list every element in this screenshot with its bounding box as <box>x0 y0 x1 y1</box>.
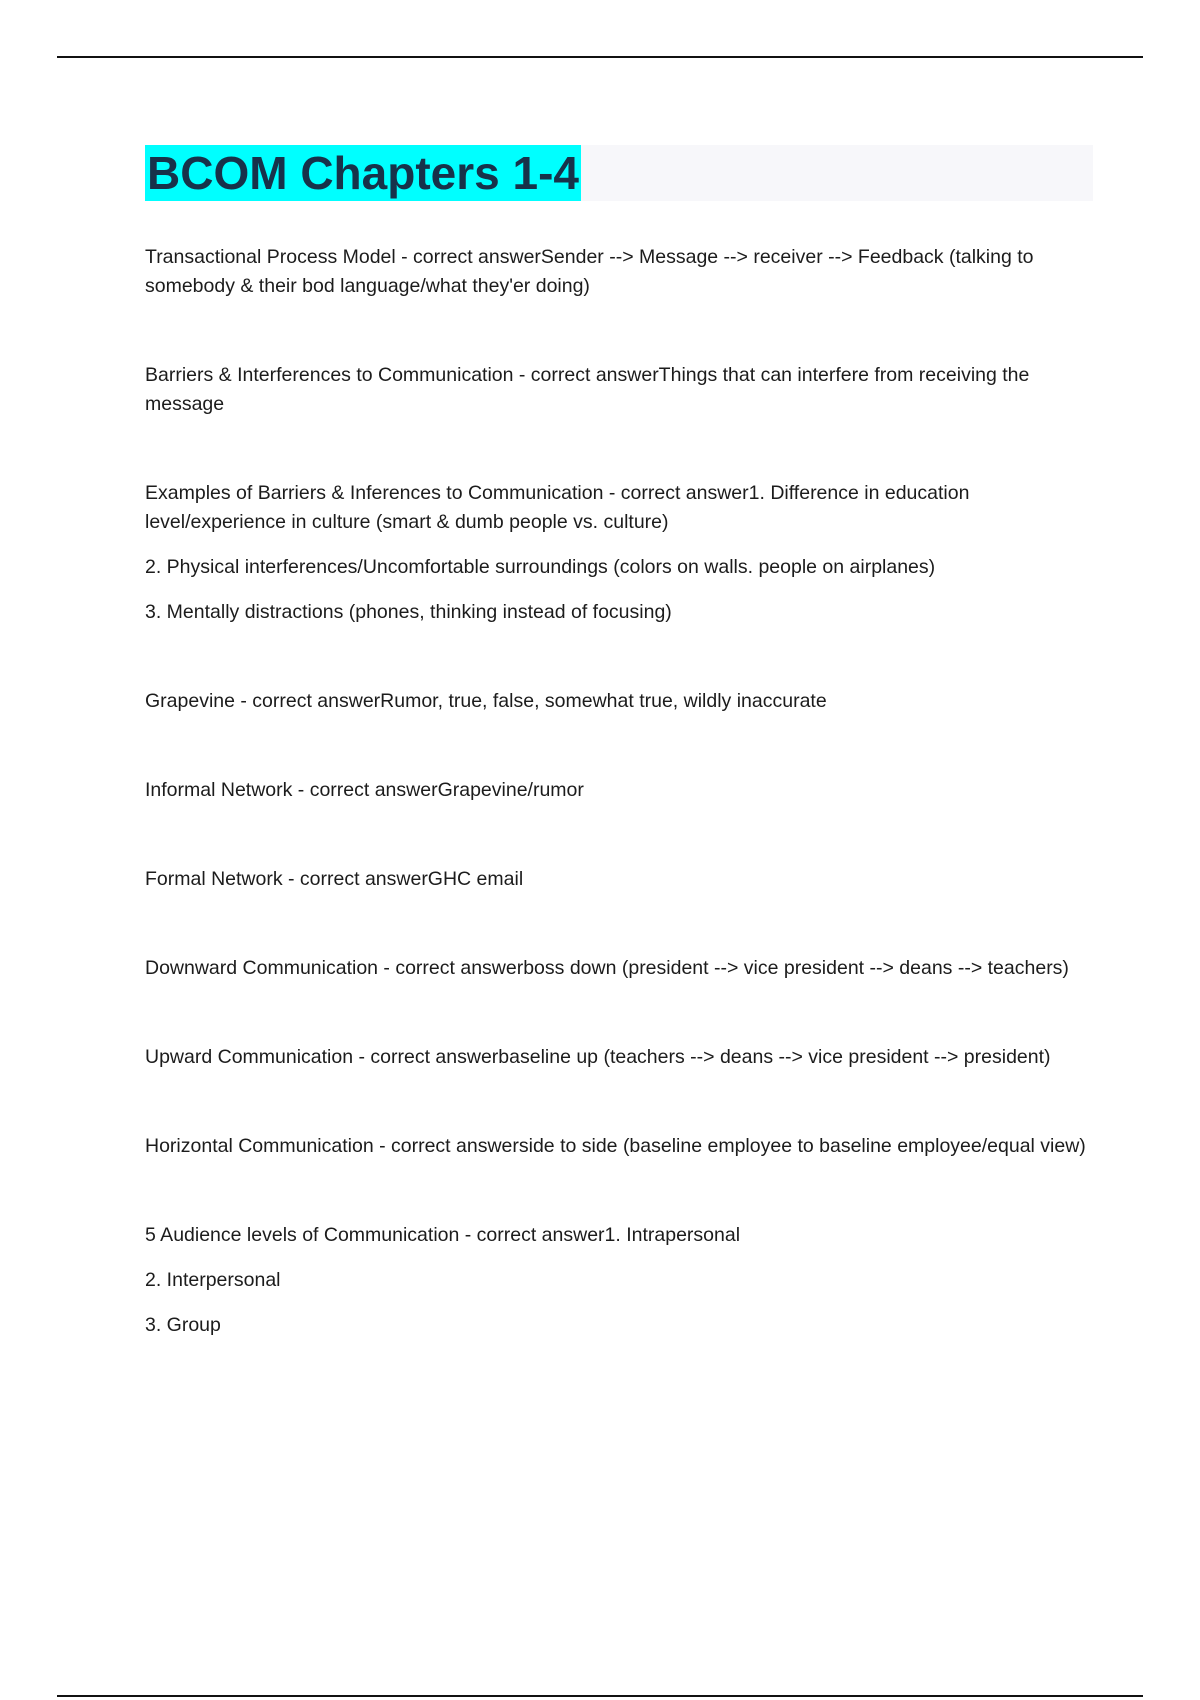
entry-audience-item-2: 2. Interpersonal <box>145 1269 281 1291</box>
entry-examples-barriers: Examples of Barriers & Inferences to Communication - correct answer1. Difference in education level/experience in culture (smart & dumb people vs. culture) <box>145 482 970 533</box>
entry-downward-communication: Downward Communication - correct answerboss down (president --> vice president --> deans --> teachers) <box>145 957 1069 979</box>
document-title: BCOM Chapters 1-4 <box>147 147 579 199</box>
entry-transactional-process-model: Transactional Process Model - correct answerSender --> Message --> receiver --> Feedback (talking to somebody & their bod language/what they'er doing) <box>145 246 1034 297</box>
entry-examples-item-3: 3. Mentally distractions (phones, thinking instead of focusing) <box>145 601 672 623</box>
entry-audience-levels: 5 Audience levels of Communication - correct answer1. Intrapersonal <box>145 1224 741 1246</box>
entry-upward-communication: Upward Communication - correct answerbaseline up (teachers --> deans --> vice president --> president) <box>145 1046 1051 1068</box>
entry-informal-network: Informal Network - correct answerGrapevine/rumor <box>145 779 584 801</box>
entry-examples-item-2: 2. Physical interferences/Uncomfortable surroundings (colors on walls. people on airplanes) <box>145 556 936 578</box>
document-body <box>145 243 1090 1340</box>
entry-horizontal-communication: Horizontal Communication - correct answerside to side (baseline employee to baseline employee/equal view) <box>145 1135 1086 1157</box>
entry-formal-network: Formal Network - correct answerGHC email <box>145 868 524 890</box>
entry-audience-item-3: 3. Group <box>145 1314 221 1336</box>
entry-barriers-interferences: Barriers & Interferences to Communication - correct answerThings that can interfere from receiving the message <box>145 364 1030 415</box>
top-rule <box>57 56 1143 58</box>
bottom-rule <box>57 1695 1143 1697</box>
entry-grapevine: Grapevine - correct answerRumor, true, false, somewhat true, wildly inaccurate <box>145 690 827 712</box>
